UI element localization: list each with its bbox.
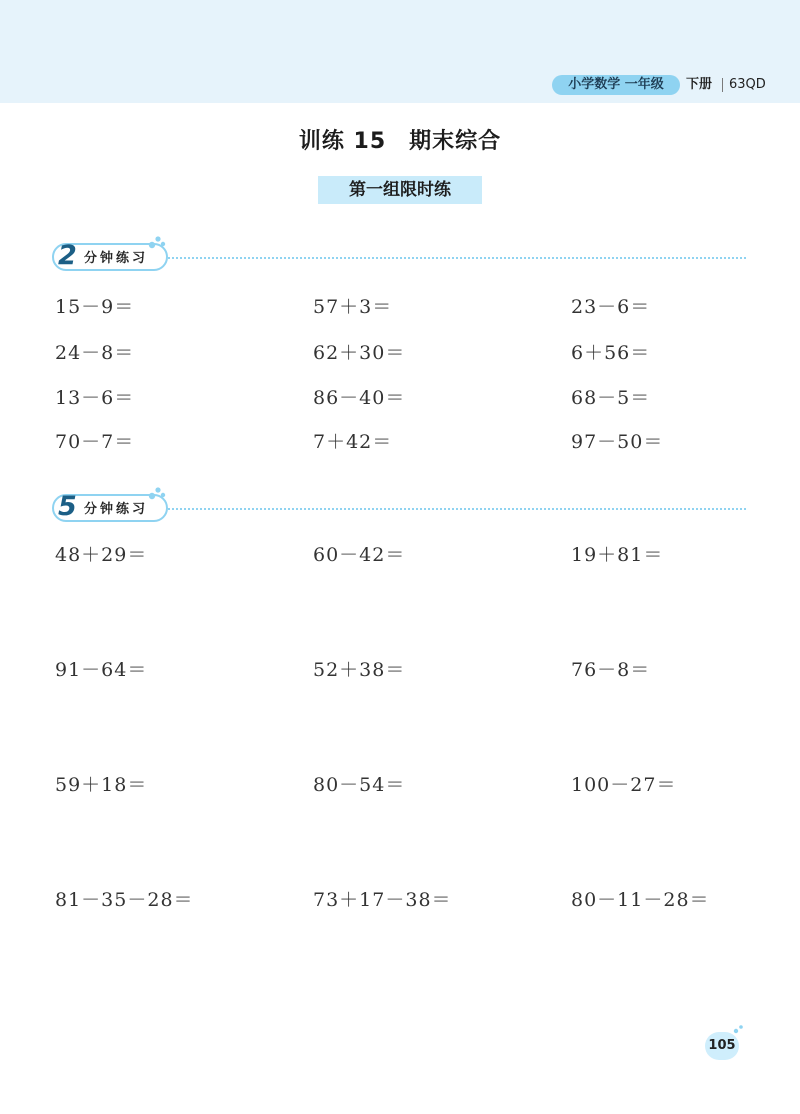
problem: 19＋81＝	[571, 544, 664, 566]
problem: 97－50＝	[571, 431, 664, 453]
problem: 91－64＝	[55, 659, 148, 681]
problem: 23－6＝	[571, 296, 651, 318]
problem: 73＋17－38＝	[313, 889, 452, 911]
badge-label: 分钟练习	[84, 502, 149, 517]
dotted-divider	[168, 508, 746, 510]
page-title: 训练 15 期末综合	[298, 129, 502, 154]
water-drop-icon	[732, 1022, 746, 1036]
header-divider	[722, 78, 723, 92]
water-drop-icon	[146, 484, 168, 502]
problem: 7＋42＝	[313, 431, 393, 453]
problem: 70－7＝	[55, 431, 135, 453]
problem: 59＋18＝	[55, 774, 148, 796]
problem: 86－40＝	[313, 387, 406, 409]
subject-pill: 小学数学 一年级	[552, 75, 680, 95]
section-header-5min	[52, 490, 752, 524]
badge-label: 分钟练习	[84, 251, 149, 266]
problem: 24－8＝	[55, 342, 135, 364]
problem: 62＋30＝	[313, 342, 406, 364]
water-drop-icon	[146, 233, 168, 251]
problem: 100－27＝	[571, 774, 677, 796]
problem: 80－54＝	[313, 774, 406, 796]
problem: 13－6＝	[55, 387, 135, 409]
group-subtitle: 第一组限时练	[318, 176, 482, 204]
page-number: 105	[705, 1032, 739, 1060]
problem: 81－35－28＝	[55, 889, 194, 911]
problem: 80－11－28＝	[571, 889, 710, 911]
problem: 6＋56＝	[571, 342, 651, 364]
header-band	[0, 0, 800, 103]
problem: 57＋3＝	[313, 296, 393, 318]
problem: 15－9＝	[55, 296, 135, 318]
problem: 52＋38＝	[313, 659, 406, 681]
problem: 68－5＝	[571, 387, 651, 409]
badge-number: 2	[58, 240, 77, 271]
dotted-divider	[168, 257, 746, 259]
volume-label: 下册	[686, 77, 713, 92]
book-code: 63QD	[729, 77, 766, 92]
badge-number: 5	[58, 491, 77, 522]
section-header-2min	[52, 239, 752, 273]
problem: 76－8＝	[571, 659, 651, 681]
problem: 60－42＝	[313, 544, 406, 566]
problem: 48＋29＝	[55, 544, 148, 566]
